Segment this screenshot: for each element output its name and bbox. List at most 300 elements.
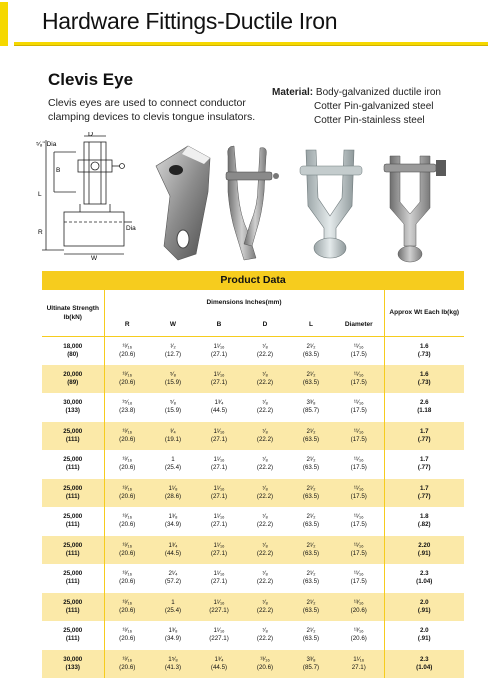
page-title: Hardware Fittings-Ductile Iron: [42, 8, 338, 34]
cell-value-metric: (41.3): [164, 663, 182, 671]
cell-value-metric: (20.6): [119, 464, 136, 472]
cell-value-imperial: 1.7: [419, 427, 429, 435]
table-cell-dia: [334, 450, 384, 479]
cell-value-imperial: ¹³⁄₁₆: [122, 342, 133, 350]
cell-value-imperial: ¹¹⁄₁₆: [353, 513, 364, 521]
cell-value-metric: (34.9): [164, 635, 182, 643]
diagram-label-dia: Dia: [126, 225, 136, 232]
cell-value-imperial: 1¹⁄₁₆: [213, 627, 225, 635]
cell-value-metric: (63.5): [302, 606, 320, 614]
cell-value-imperial: ⁷⁄₈: [262, 427, 268, 435]
table-cell-w: [150, 564, 196, 593]
cell-value-imperial: 1¹⁄₁₆: [213, 484, 225, 492]
table-row: [42, 650, 464, 678]
table-row: [42, 564, 464, 593]
table-cell-strength: [42, 650, 104, 678]
cell-value-metric: (44.5): [164, 549, 182, 557]
table-cell-dia: [334, 393, 384, 422]
cell-value-imperial: 1³⁄₄: [214, 399, 224, 407]
cell-value-metric: (63.5): [302, 578, 320, 586]
table-row: [42, 422, 464, 451]
table-cell-d: [242, 422, 288, 451]
table-cell-b: [196, 536, 242, 565]
cell-value-metric: (22.2): [256, 350, 274, 358]
cell-value-imperial: 25,000: [63, 541, 83, 549]
table-cell-dia: [334, 536, 384, 565]
cell-value-metric: (19.1): [164, 435, 182, 443]
cell-value-metric: (80): [67, 350, 79, 358]
table-row: [42, 621, 464, 650]
cell-value-imperial: 25,000: [63, 627, 83, 635]
table-cell-dia: [334, 621, 384, 650]
table-cell-w: [150, 650, 196, 678]
cell-value-metric: (63.5): [302, 549, 320, 557]
cell-value-metric: (20.6): [119, 435, 136, 443]
table-cell-r: [104, 450, 150, 479]
table-cell-w: [150, 393, 196, 422]
cell-value-imperial: ⁷⁄₈: [262, 399, 268, 407]
table-cell-w: [150, 422, 196, 451]
cell-value-imperial: 2.3: [419, 570, 429, 578]
cell-value-metric: (111): [65, 435, 80, 443]
cell-value-imperial: 18,000: [63, 342, 83, 350]
cell-value-metric: (22.2): [256, 606, 274, 614]
clevis-eye-photo-1: [156, 146, 210, 260]
cell-value-metric: (20.6): [119, 606, 136, 614]
table-cell-r: [104, 507, 150, 536]
cell-value-imperial: ¹¹⁄₁₆: [353, 427, 364, 435]
cell-value-metric: (.77): [417, 492, 431, 500]
cell-value-imperial: 2¹⁄₂: [306, 541, 316, 549]
cell-value-metric: (111): [65, 578, 80, 586]
cell-value-metric: (17.5): [350, 464, 367, 472]
cell-value-imperial: ⁷⁄₈: [262, 598, 268, 606]
cell-value-metric: (133): [65, 407, 80, 415]
table-cell-d: [242, 593, 288, 622]
cell-value-imperial: ¹³⁄₁₆: [353, 627, 364, 635]
table-cell-w: [150, 479, 196, 508]
cell-value-metric: (15.9): [164, 407, 182, 415]
cell-value-metric: (22.2): [256, 578, 274, 586]
table-cell-wt: [384, 593, 464, 622]
cell-value-imperial: ⁷⁄₈: [262, 456, 268, 464]
cell-value-metric: (63.5): [302, 435, 320, 443]
cell-value-imperial: 2.6: [419, 399, 429, 407]
cell-value-imperial: 3³⁄₈: [306, 399, 316, 407]
diagram-label-r: R: [38, 229, 43, 236]
cell-value-imperial: 30,000: [63, 655, 83, 663]
cell-value-imperial: 1.6: [419, 342, 429, 350]
table-cell-l: [288, 336, 334, 365]
table-cell-b: [196, 564, 242, 593]
table-row: [42, 536, 464, 565]
cell-value-imperial: 1: [171, 456, 175, 464]
table-cell-strength: [42, 564, 104, 593]
cell-value-metric: (85.7): [302, 663, 320, 671]
table-cell-r: [104, 593, 150, 622]
cell-value-imperial: ³⁄₄: [170, 427, 176, 435]
cell-value-metric: (20.6): [256, 663, 274, 671]
table-cell-w: [150, 336, 196, 365]
cell-value-imperial: 2¹⁄₄: [168, 570, 178, 578]
cell-value-metric: (1.04): [416, 578, 433, 586]
material-label: Material:: [272, 87, 314, 98]
cell-value-metric: (111): [65, 606, 80, 614]
cell-value-metric: (20.6): [119, 549, 136, 557]
cell-value-imperial: ¹³⁄₁₆: [353, 598, 364, 606]
table-cell-d: [242, 365, 288, 394]
cell-value-metric: (17.5): [350, 378, 367, 386]
table-cell-d: [242, 479, 288, 508]
cell-value-metric: (63.5): [302, 492, 320, 500]
cell-value-imperial: 1¹⁄₁₆: [213, 570, 225, 578]
cell-value-metric: (44.5): [210, 407, 228, 415]
cell-value-metric: (12.7): [164, 350, 182, 358]
cell-value-imperial: ¹³⁄₁₆: [122, 570, 133, 578]
table-cell-r: [104, 365, 150, 394]
table-cell-wt: [384, 479, 464, 508]
table-cell-r: [104, 536, 150, 565]
table-cell-l: [288, 593, 334, 622]
col-header-strength: [42, 290, 104, 336]
table-cell-l: [288, 479, 334, 508]
diagram-label-dia-top: ⁵⁄₈" Dia: [36, 141, 57, 148]
cell-value-imperial: ⁷⁄₈: [262, 513, 268, 521]
cell-value-imperial: 1¹⁄₁₆: [213, 370, 225, 378]
col-header-b: B: [196, 314, 242, 336]
cell-value-metric: (27.1): [210, 549, 228, 557]
cell-value-metric: (111): [65, 635, 80, 643]
table-cell-strength: [42, 507, 104, 536]
table-cell-r: [104, 479, 150, 508]
product-data-header: Product Data: [42, 271, 464, 290]
cell-value-metric: (227.1): [209, 606, 229, 614]
cell-value-imperial: 2¹⁄₂: [306, 484, 316, 492]
table-cell-d: [242, 650, 288, 678]
table-cell-b: [196, 621, 242, 650]
cell-value-imperial: 2¹⁄₂: [306, 598, 316, 606]
table-cell-strength: [42, 393, 104, 422]
cell-value-imperial: 1¹⁄₁₆: [213, 456, 225, 464]
cell-value-metric: (.73): [417, 350, 431, 358]
table-cell-l: [288, 507, 334, 536]
table-cell-strength: [42, 479, 104, 508]
cell-value-metric: (20.6): [119, 350, 136, 358]
cell-value-imperial: 1.6: [419, 370, 429, 378]
table-cell-d: [242, 564, 288, 593]
cell-value-imperial: 2¹⁄₂: [306, 570, 316, 578]
product-data-table: [42, 271, 464, 678]
table-cell-l: [288, 650, 334, 678]
table-cell-dia: [334, 650, 384, 678]
cell-value-metric: (27.1): [210, 521, 228, 529]
cell-value-metric: (17.5): [350, 521, 367, 529]
cell-value-metric: (17.5): [350, 407, 367, 415]
col-header-weight: [384, 290, 464, 336]
table-cell-strength: [42, 336, 104, 365]
table-cell-w: [150, 365, 196, 394]
cell-value-imperial: ⁷⁄₈: [262, 627, 268, 635]
cell-value-metric: (57.2): [164, 578, 182, 586]
cell-value-imperial: ¹¹⁄₁₆: [353, 370, 364, 378]
cell-value-imperial: 2¹⁄₂: [306, 370, 316, 378]
cell-value-metric: (27.1): [210, 350, 228, 358]
table-cell-r: [104, 650, 150, 678]
table-row: [42, 336, 464, 365]
material-line: Cotter Pin-stainless steel: [314, 115, 425, 126]
cell-value-imperial: ⁷⁄₈: [262, 541, 268, 549]
cell-value-imperial: ¹³⁄₁₆: [122, 541, 133, 549]
cell-value-imperial: ¹⁵⁄₁₆: [122, 399, 133, 407]
col-header-dimensions: Dimensions Inches(mm): [104, 290, 384, 314]
cell-value-imperial: ⁵⁄₈: [169, 399, 177, 407]
cell-value-metric: (111): [65, 549, 80, 557]
cell-value-imperial: ¹³⁄₁₆: [122, 456, 133, 464]
cell-value-imperial: ¹¹⁄₁₆: [353, 456, 364, 464]
cell-value-metric: 27.1): [351, 663, 366, 671]
cell-value-imperial: ¹³⁄₁₆: [122, 655, 133, 663]
cell-value-metric: (20.6): [350, 635, 367, 643]
diagram-label-d: D: [88, 132, 94, 138]
cell-value-imperial: 25,000: [63, 484, 83, 492]
product-photos: [148, 136, 478, 266]
cell-value-imperial: ⁷⁄₈: [262, 570, 268, 578]
cell-value-imperial: 1¹⁄₁₆: [213, 427, 225, 435]
cell-value-imperial: ⁷⁄₈: [262, 342, 268, 350]
cell-value-metric: (25.4): [164, 606, 182, 614]
table-cell-wt: [384, 450, 464, 479]
cell-value-metric: (.77): [417, 435, 431, 443]
cell-value-metric: (22.2): [256, 635, 274, 643]
table-cell-wt: [384, 393, 464, 422]
cell-value-metric: (.91): [417, 549, 431, 557]
cell-value-imperial: 1³⁄₄: [168, 541, 178, 549]
table-cell-strength: [42, 536, 104, 565]
cell-value-imperial: ¹³⁄₁₆: [122, 598, 133, 606]
cell-value-imperial: 1.7: [419, 456, 429, 464]
table-row: [42, 593, 464, 622]
table-cell-wt: [384, 422, 464, 451]
cell-value-metric: (20.6): [119, 635, 136, 643]
table-cell-wt: [384, 621, 464, 650]
cell-value-imperial: ¹¹⁄₁₆: [353, 399, 364, 407]
table-cell-w: [150, 621, 196, 650]
table-cell-l: [288, 393, 334, 422]
table-cell-dia: [334, 479, 384, 508]
cell-value-imperial: 2.0: [419, 627, 429, 635]
cell-value-imperial: ¹³⁄₁₆: [122, 427, 133, 435]
cell-value-imperial: 1.7: [419, 484, 429, 492]
cell-value-metric: (63.5): [302, 464, 320, 472]
material-block: [272, 86, 441, 128]
cell-value-metric: (89): [67, 378, 79, 386]
clevis-eye-photo-4: [384, 156, 446, 262]
diagram-label-w: W: [91, 255, 98, 262]
table-cell-wt: [384, 536, 464, 565]
table-row: [42, 479, 464, 508]
cell-value-metric: (27.1): [210, 464, 228, 472]
table-cell-l: [288, 621, 334, 650]
table-cell-b: [196, 650, 242, 678]
cell-value-metric: (1.04): [416, 663, 433, 671]
table-cell-d: [242, 507, 288, 536]
cell-value-imperial: ¹¹⁄₁₆: [353, 541, 364, 549]
table-cell-dia: [334, 507, 384, 536]
product-name: Clevis Eye: [48, 70, 134, 89]
cell-value-imperial: 1⁵⁄₈: [168, 655, 178, 663]
cell-value-metric: (.73): [417, 378, 431, 386]
table-cell-wt: [384, 650, 464, 678]
cell-value-imperial: 2¹⁄₂: [306, 427, 316, 435]
cell-value-metric: (85.7): [302, 407, 320, 415]
cell-value-metric: (17.5): [350, 350, 367, 358]
table-cell-strength: [42, 621, 104, 650]
cell-value-metric: (27.1): [210, 492, 228, 500]
table-cell-wt: [384, 365, 464, 394]
cell-value-metric: (20.6): [119, 578, 136, 586]
cell-value-imperial: 1¹⁄₈: [168, 484, 178, 492]
cell-value-imperial: 1³⁄₈: [168, 627, 178, 635]
table-row: [42, 450, 464, 479]
table-cell-l: [288, 422, 334, 451]
clevis-eye-photo-3: [300, 150, 362, 258]
cell-value-metric: (17.5): [350, 492, 367, 500]
cell-value-metric: (23.8): [119, 407, 136, 415]
cell-value-imperial: 25,000: [63, 427, 83, 435]
table-cell-b: [196, 450, 242, 479]
table-cell-dia: [334, 336, 384, 365]
cell-value-metric: (63.5): [302, 350, 320, 358]
table-row: [42, 507, 464, 536]
cell-value-imperial: 3³⁄₈: [306, 655, 316, 663]
table-body: [42, 336, 464, 678]
cell-value-imperial: ¹¹⁄₁₆: [353, 570, 364, 578]
diagram-label-b: B: [56, 167, 61, 174]
cell-value-imperial: 2.3: [419, 655, 429, 663]
cell-value-metric: (63.5): [302, 378, 320, 386]
cell-value-imperial: ¹³⁄₁₆: [122, 484, 133, 492]
col-header-diameter: Diameter: [334, 314, 384, 336]
clevis-eye-diagram: [36, 132, 146, 262]
cell-value-imperial: ⁷⁄₈: [262, 484, 268, 492]
product-data-grid: [42, 290, 464, 678]
cell-value-imperial: 2.0: [419, 598, 429, 606]
table-cell-r: [104, 564, 150, 593]
cell-value-metric: (22.2): [256, 492, 274, 500]
table-cell-dia: [334, 564, 384, 593]
cell-value-imperial: 1³⁄₈: [168, 513, 178, 521]
page-header: [0, 0, 500, 48]
table-cell-r: [104, 621, 150, 650]
header-rule-shadow: [14, 45, 488, 46]
table-cell-d: [242, 336, 288, 365]
table-cell-r: [104, 393, 150, 422]
product-description: Clevis eyes are used to connect conductor clamping devices to clevis tongue insulators.: [48, 97, 256, 123]
table-cell-w: [150, 593, 196, 622]
cell-value-imperial: 1.8: [419, 513, 429, 521]
cell-value-imperial: 2¹⁄₂: [306, 513, 316, 521]
cell-value-metric: (63.5): [302, 521, 320, 529]
table-cell-strength: [42, 422, 104, 451]
cell-value-imperial: 1¹⁄₁₆: [213, 598, 225, 606]
cell-value-metric: (20.6): [119, 492, 136, 500]
cell-value-metric: (20.6): [119, 663, 136, 671]
table-cell-b: [196, 365, 242, 394]
cell-value-metric: (17.5): [350, 435, 367, 443]
cell-value-imperial: 30,000: [63, 399, 83, 407]
cell-value-metric: (22.2): [256, 549, 274, 557]
table-cell-d: [242, 621, 288, 650]
cell-value-imperial: 2.20: [418, 541, 431, 549]
accent-strip: [0, 2, 8, 46]
cell-value-metric: (28.6): [164, 492, 182, 500]
cell-value-imperial: ¹¹⁄₁₆: [353, 484, 364, 492]
cell-value-metric: (27.1): [210, 435, 228, 443]
table-cell-l: [288, 450, 334, 479]
cell-value-metric: (227.1): [209, 635, 229, 643]
table-cell-d: [242, 393, 288, 422]
cell-value-imperial: 2¹⁄₂: [306, 627, 316, 635]
cell-value-metric: (.91): [417, 635, 431, 643]
clevis-eye-photo-2: [226, 146, 279, 260]
cell-value-imperial: 20,000: [63, 370, 83, 378]
cell-value-imperial: ⁷⁄₈: [262, 370, 268, 378]
weight-header-text: Approx Wt Each lb(kg): [389, 309, 460, 317]
cell-value-metric: (27.1): [210, 578, 228, 586]
table-cell-w: [150, 507, 196, 536]
table-cell-l: [288, 365, 334, 394]
cell-value-imperial: ¹³⁄₁₆: [260, 655, 270, 663]
table-cell-w: [150, 536, 196, 565]
cell-value-metric: (22.2): [256, 521, 274, 529]
cell-value-metric: (25.4): [164, 464, 182, 472]
cell-value-metric: (22.2): [256, 464, 274, 472]
table-cell-b: [196, 507, 242, 536]
table-cell-wt: [384, 564, 464, 593]
cell-value-imperial: 1¹⁄₁₆: [213, 513, 225, 521]
cell-value-imperial: ¹³⁄₁₆: [122, 627, 133, 635]
material-line: Cotter Pin-galvanized steel: [314, 101, 434, 112]
cell-value-imperial: ¹¹⁄₁₆: [353, 342, 364, 350]
cell-value-imperial: ¹⁄₂: [170, 342, 176, 350]
cell-value-metric: (27.1): [210, 378, 228, 386]
table-cell-strength: [42, 593, 104, 622]
cell-value-imperial: ¹³⁄₁₆: [122, 370, 133, 378]
cell-value-metric: (44.5): [210, 663, 228, 671]
cell-value-imperial: 1¹⁄₁₆: [213, 541, 225, 549]
table-cell-strength: [42, 365, 104, 394]
table-cell-b: [196, 393, 242, 422]
table-cell-dia: [334, 593, 384, 622]
table-cell-r: [104, 422, 150, 451]
cell-value-metric: (15.9): [164, 378, 182, 386]
cell-value-metric: (22.2): [256, 407, 274, 415]
table-cell-l: [288, 536, 334, 565]
table-cell-b: [196, 336, 242, 365]
cell-value-metric: (.82): [417, 521, 431, 529]
table-row: [42, 393, 464, 422]
cell-value-metric: (.77): [417, 464, 431, 472]
cell-value-imperial: 1: [171, 598, 175, 606]
cell-value-imperial: 1¹⁄₁₆: [353, 655, 365, 663]
cell-value-metric: (111): [65, 492, 80, 500]
cell-value-metric: (111): [65, 464, 80, 472]
cell-value-metric: (111): [65, 521, 80, 529]
cell-value-metric: (34.9): [164, 521, 182, 529]
table-cell-b: [196, 479, 242, 508]
table-cell-wt: [384, 507, 464, 536]
cell-value-imperial: 25,000: [63, 456, 83, 464]
